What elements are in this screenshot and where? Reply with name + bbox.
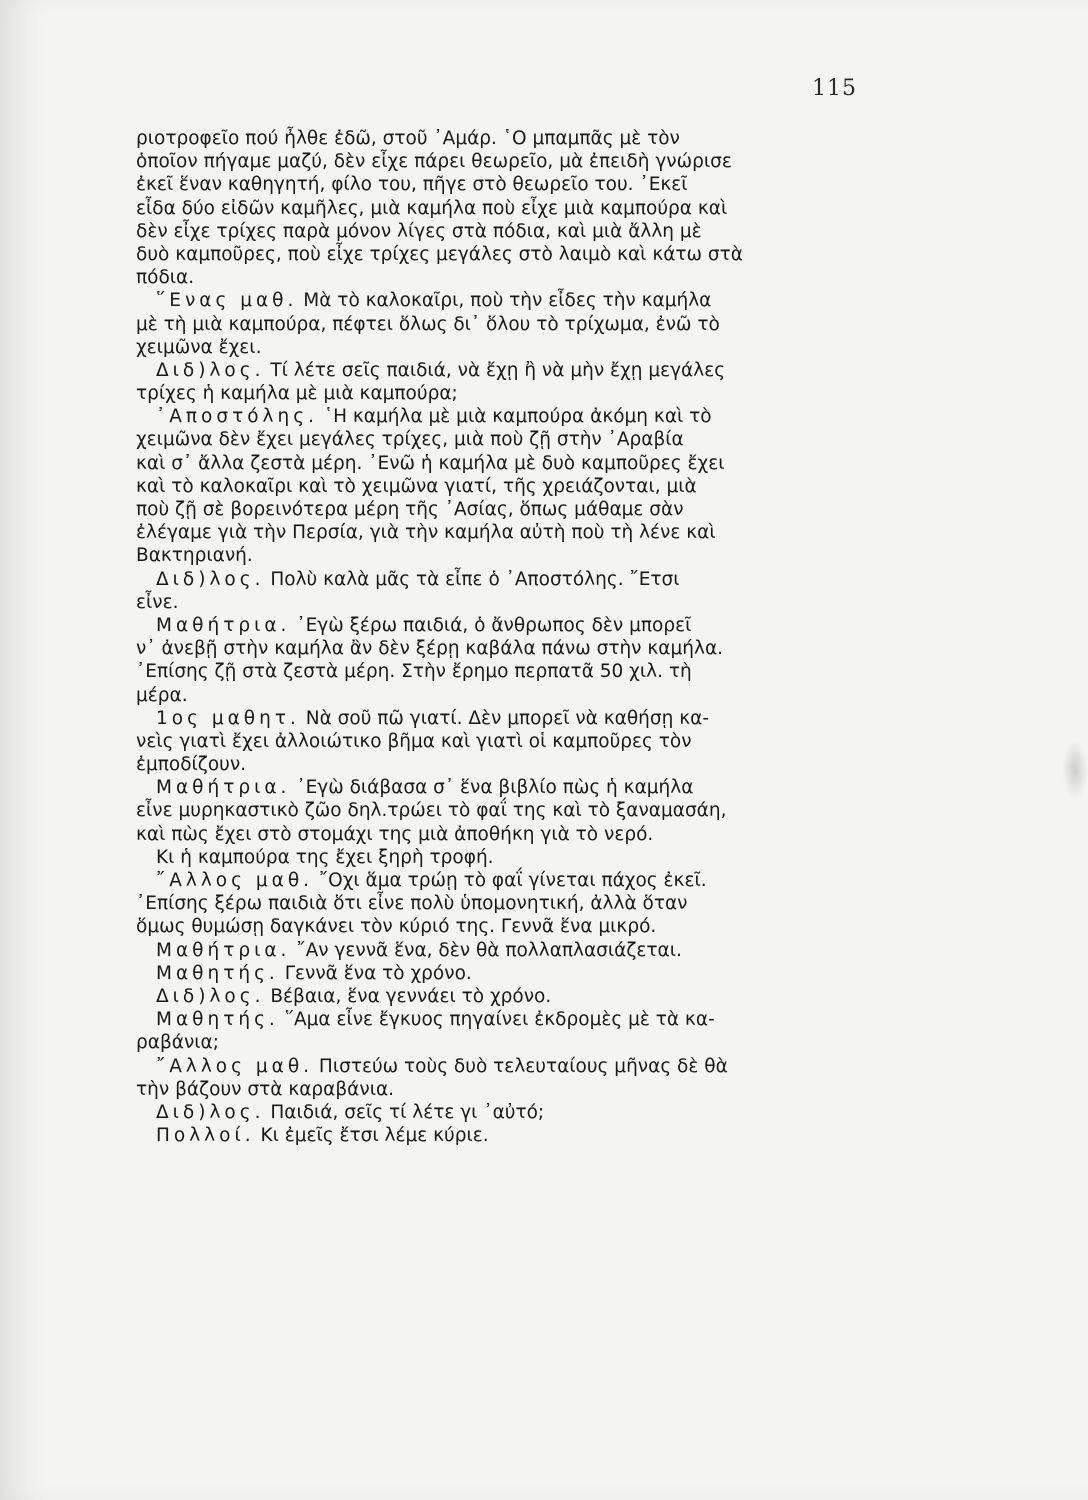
line-text: Μὰ τὸ καλοκαῖρι, ποὺ τὴν εἶδες τὴν καμήλα <box>303 290 712 312</box>
speaker-label: Διδ)λος. <box>156 985 265 1007</box>
text-line <box>136 730 881 753</box>
text-line <box>136 915 881 938</box>
line-text: ᾿Εγὼ διάβασα σ᾿ ἕνα βιβλίο πὼς ἡ καμήλα <box>296 777 694 799</box>
text-line <box>136 614 881 637</box>
speaker-label: ῞Ενας μαθ. <box>156 290 298 312</box>
line-text: Βακτηριανή. <box>136 545 253 567</box>
text-line <box>136 591 881 614</box>
text-line <box>136 243 881 266</box>
speaker-label: Μαθήτρια. <box>156 777 291 799</box>
line-text: ἐκεῖ ἕναν καθηγητή, φίλο του, πῆγε στὸ θεωρεῖο του. ᾿Εκεῖ <box>136 174 688 196</box>
speaker-label: Μαθήτρια. <box>156 614 291 636</box>
text-line <box>136 637 881 660</box>
line-text: δυὸ καμποῦρες, ποὺ εἶχε τρίχες μεγάλες στὸ λαιμὸ καὶ κάτω στὰ <box>136 243 743 265</box>
speaker-label: Διδ)λος. <box>156 568 265 590</box>
line-text: καὶ πὼς ἔχει στὸ στομάχι της μιὰ ἀποθήκη γιὰ τὸ νερό. <box>136 823 654 845</box>
text-line <box>136 962 881 985</box>
speaker-label: Μαθητής. <box>156 1009 279 1031</box>
line-text: ραβάνια; <box>136 1032 219 1054</box>
line-text: Γεννᾶ ἕνα τὸ χρόνο. <box>284 962 472 984</box>
line-text: μέρα. <box>136 684 188 706</box>
line-text: ἐμποδίζουν. <box>136 754 247 776</box>
text-line <box>136 1008 881 1031</box>
line-text: ᾿Επίσης ξέρω παιδιὰ ὅτι εἶνε πολὺ ὑπομονητική, ἀλλὰ ὅταν <box>136 893 688 915</box>
text-line <box>136 359 881 382</box>
text-line <box>136 289 881 312</box>
speaker-label: ῎Αλλος μαθ. <box>156 1055 314 1077</box>
text-line <box>136 1124 881 1147</box>
text-line <box>136 892 881 915</box>
text-line <box>136 568 881 591</box>
line-text: δὲν εἶχε τρίχες παρὰ μόνον λίγες στὰ πόδια, καὶ μιὰ ἄλλη μὲ <box>136 220 702 242</box>
text-line <box>136 1101 881 1124</box>
text-line <box>136 475 881 498</box>
text-line <box>136 173 881 196</box>
page-edge-shadow <box>1062 740 1088 800</box>
text-line <box>136 1078 881 1101</box>
text-line <box>136 336 881 359</box>
line-text: Πολὺ καλὰ μᾶς τὰ εἶπε ὁ ᾿Αποστόλης. ῎Ετσι <box>270 568 680 590</box>
text-line <box>136 150 881 173</box>
line-text: Παιδιά, σεῖς τί λέτε γι ᾿αὐτό; <box>270 1101 545 1123</box>
speaker-label: Μαθητής. <box>156 962 279 984</box>
line-text: ριοτροφεῖο πού ἦλθε ἐδῶ, στοῦ ᾿Αμάρ. ῾Ο μπαμπᾶς μὲ τὸν <box>136 128 680 149</box>
text-line <box>136 1031 881 1054</box>
line-text: καὶ σ᾿ ἄλλα ζεστὰ μέρη. ᾿Ενῶ ἡ καμήλα μὲ δυὸ καμποῦρες ἔχει <box>136 452 725 474</box>
line-text: Τί λέτε σεῖς παιδιά, νὰ ἔχῃ ἢ νὰ μὴν ἔχῃ μεγάλες <box>270 359 726 381</box>
text-line <box>136 498 881 521</box>
text-line <box>136 660 881 683</box>
speaker-label: ῎Αλλος μαθ. <box>156 870 314 891</box>
line-text: χειμῶνα δὲν ἔχει μεγάλες τρίχες, μιὰ ποὺ ζῇ στὴν ᾿Αραβία <box>136 429 684 451</box>
text-line <box>136 266 881 289</box>
line-text: μὲ τὴ μιὰ καμπούρα, πέφτει ὅλως δι᾿ ὅλου τὸ τρίχωμα, ἐνῶ τὸ <box>136 313 720 335</box>
dialogue-text <box>136 127 881 1147</box>
page-number: 115 <box>812 76 857 101</box>
text-line <box>136 405 881 428</box>
text-line <box>136 197 881 220</box>
text-line <box>136 1055 881 1078</box>
line-text: ποὺ ζῇ σὲ βορεινότερα μέρη τῆς ᾿Ασίας, ὅπως μάθαμε σὰν <box>136 499 684 520</box>
speaker-label: Πολλοί. <box>156 1125 255 1147</box>
line-text: Νὰ σοῦ πῶ γιατί. Δὲν μπορεῖ νὰ καθήσῃ κα- <box>305 707 710 729</box>
line-text: εἶδα δύο εἰδῶν καμῆλες, μιὰ καμήλα ποὺ εἶχε μιὰ καμπούρα καὶ <box>136 197 728 219</box>
speaker-label: ᾿Αποστόλης. <box>156 406 318 428</box>
speaker-label: Μαθήτρια. <box>156 939 291 961</box>
text-line <box>136 799 881 822</box>
text-line <box>136 382 881 405</box>
speaker-label: 1ος μαθητ. <box>156 707 300 729</box>
text-line <box>136 776 881 799</box>
line-text: Κι ἡ καμπούρα της ἔχει ξηρὴ τροφή. <box>156 846 494 868</box>
line-text: καὶ τὸ καλοκαῖρι καὶ τὸ χειμῶνα γιατί, τῆς χρειάζονται, μιὰ <box>136 475 697 497</box>
text-line <box>136 684 881 707</box>
line-text: ᾿Επίσης ζῇ στὰ ζεστὰ μέρη. Στὴν ἔρημο περπατᾶ 50 χιλ. τὴ <box>136 661 692 683</box>
text-line <box>136 544 881 567</box>
line-text: τρίχες ἡ καμήλα μὲ μιὰ καμπούρα; <box>136 383 458 405</box>
line-text: εἶνε μυρηκαστικὸ ζῶο δηλ.τρώει τὸ φαΐ της καὶ τὸ ξαναμασάη, <box>136 800 727 822</box>
line-text: ῾Η καμήλα μὲ μιὰ καμπούρα ἀκόμη καὶ τὸ <box>323 406 712 428</box>
line-text: ὅμως θυμώσῃ δαγκάνει τὸν κύριό της. Γεννᾶ ἕνα μικρό. <box>136 916 657 938</box>
line-text: χειμῶνα ἔχει. <box>136 336 262 358</box>
line-text: πόδια. <box>136 267 195 289</box>
text-line <box>136 869 881 892</box>
text-line <box>136 846 881 869</box>
line-text: ῞Αμα εἶνε ἔγκυος πηγαίνει ἐκδρομὲς μὲ τὰ κα- <box>284 1009 715 1031</box>
line-text: τὴν βάζουν στὰ καραβάνια. <box>136 1078 395 1100</box>
text-line <box>136 220 881 243</box>
text-line <box>136 521 881 544</box>
text-line <box>136 753 881 776</box>
line-text: νεὶς γιατὶ ἔχει ἀλλοιώτικο βῆμα καὶ γιατὶ οἱ καμποῦρες τὸν <box>136 730 692 752</box>
line-text: ὁποῖον πήγαμε μαζύ, δὲν εἶχε πάρει θεωρεῖο, μὰ ἐπειδὴ γνώρισε <box>136 151 732 173</box>
line-text: Κι ἐμεῖς ἔτσι λέμε κύριε. <box>260 1125 489 1147</box>
line-text: Βέβαια, ἕνα γεννάει τὸ χρόνο. <box>270 985 552 1007</box>
text-line <box>136 428 881 451</box>
line-text: ἐλέγαμε γιὰ τὴν Περσία, γιὰ τὴν καμήλα αὐτὴ ποὺ τὴ λένε καὶ <box>136 522 716 544</box>
line-text: ῎Αν γεννᾶ ἕνα, δὲν θὰ πολλαπλασιάζεται. <box>296 939 682 961</box>
line-text: ᾿Εγὼ ξέρω παιδιά, ὁ ἄνθρωπος δὲν μπορεῖ <box>296 614 692 636</box>
text-line <box>136 127 881 150</box>
speaker-label: Διδ)λος. <box>156 1101 265 1123</box>
line-text: ν᾿ ἀνεβῇ στὴν καμήλα ἂν δὲν ξέρῃ καβάλα πάνω στὴν καμήλα. <box>136 638 724 660</box>
text-line <box>136 452 881 475</box>
text-line <box>136 939 881 962</box>
text-line <box>136 823 881 846</box>
text-line <box>136 313 881 336</box>
speaker-label: Διδ)λος. <box>156 359 265 381</box>
text-line <box>136 985 881 1008</box>
line-text: εἶνε. <box>136 591 179 613</box>
text-line <box>136 707 881 730</box>
line-text: ῎Οχι ἅμα τρώῃ τὸ φαΐ γίνεται πάχος ἐκεῖ. <box>318 870 707 891</box>
line-text: Πιστεύω τοὺς δυὸ τελευταίους μῆνας δὲ θὰ <box>318 1055 728 1077</box>
